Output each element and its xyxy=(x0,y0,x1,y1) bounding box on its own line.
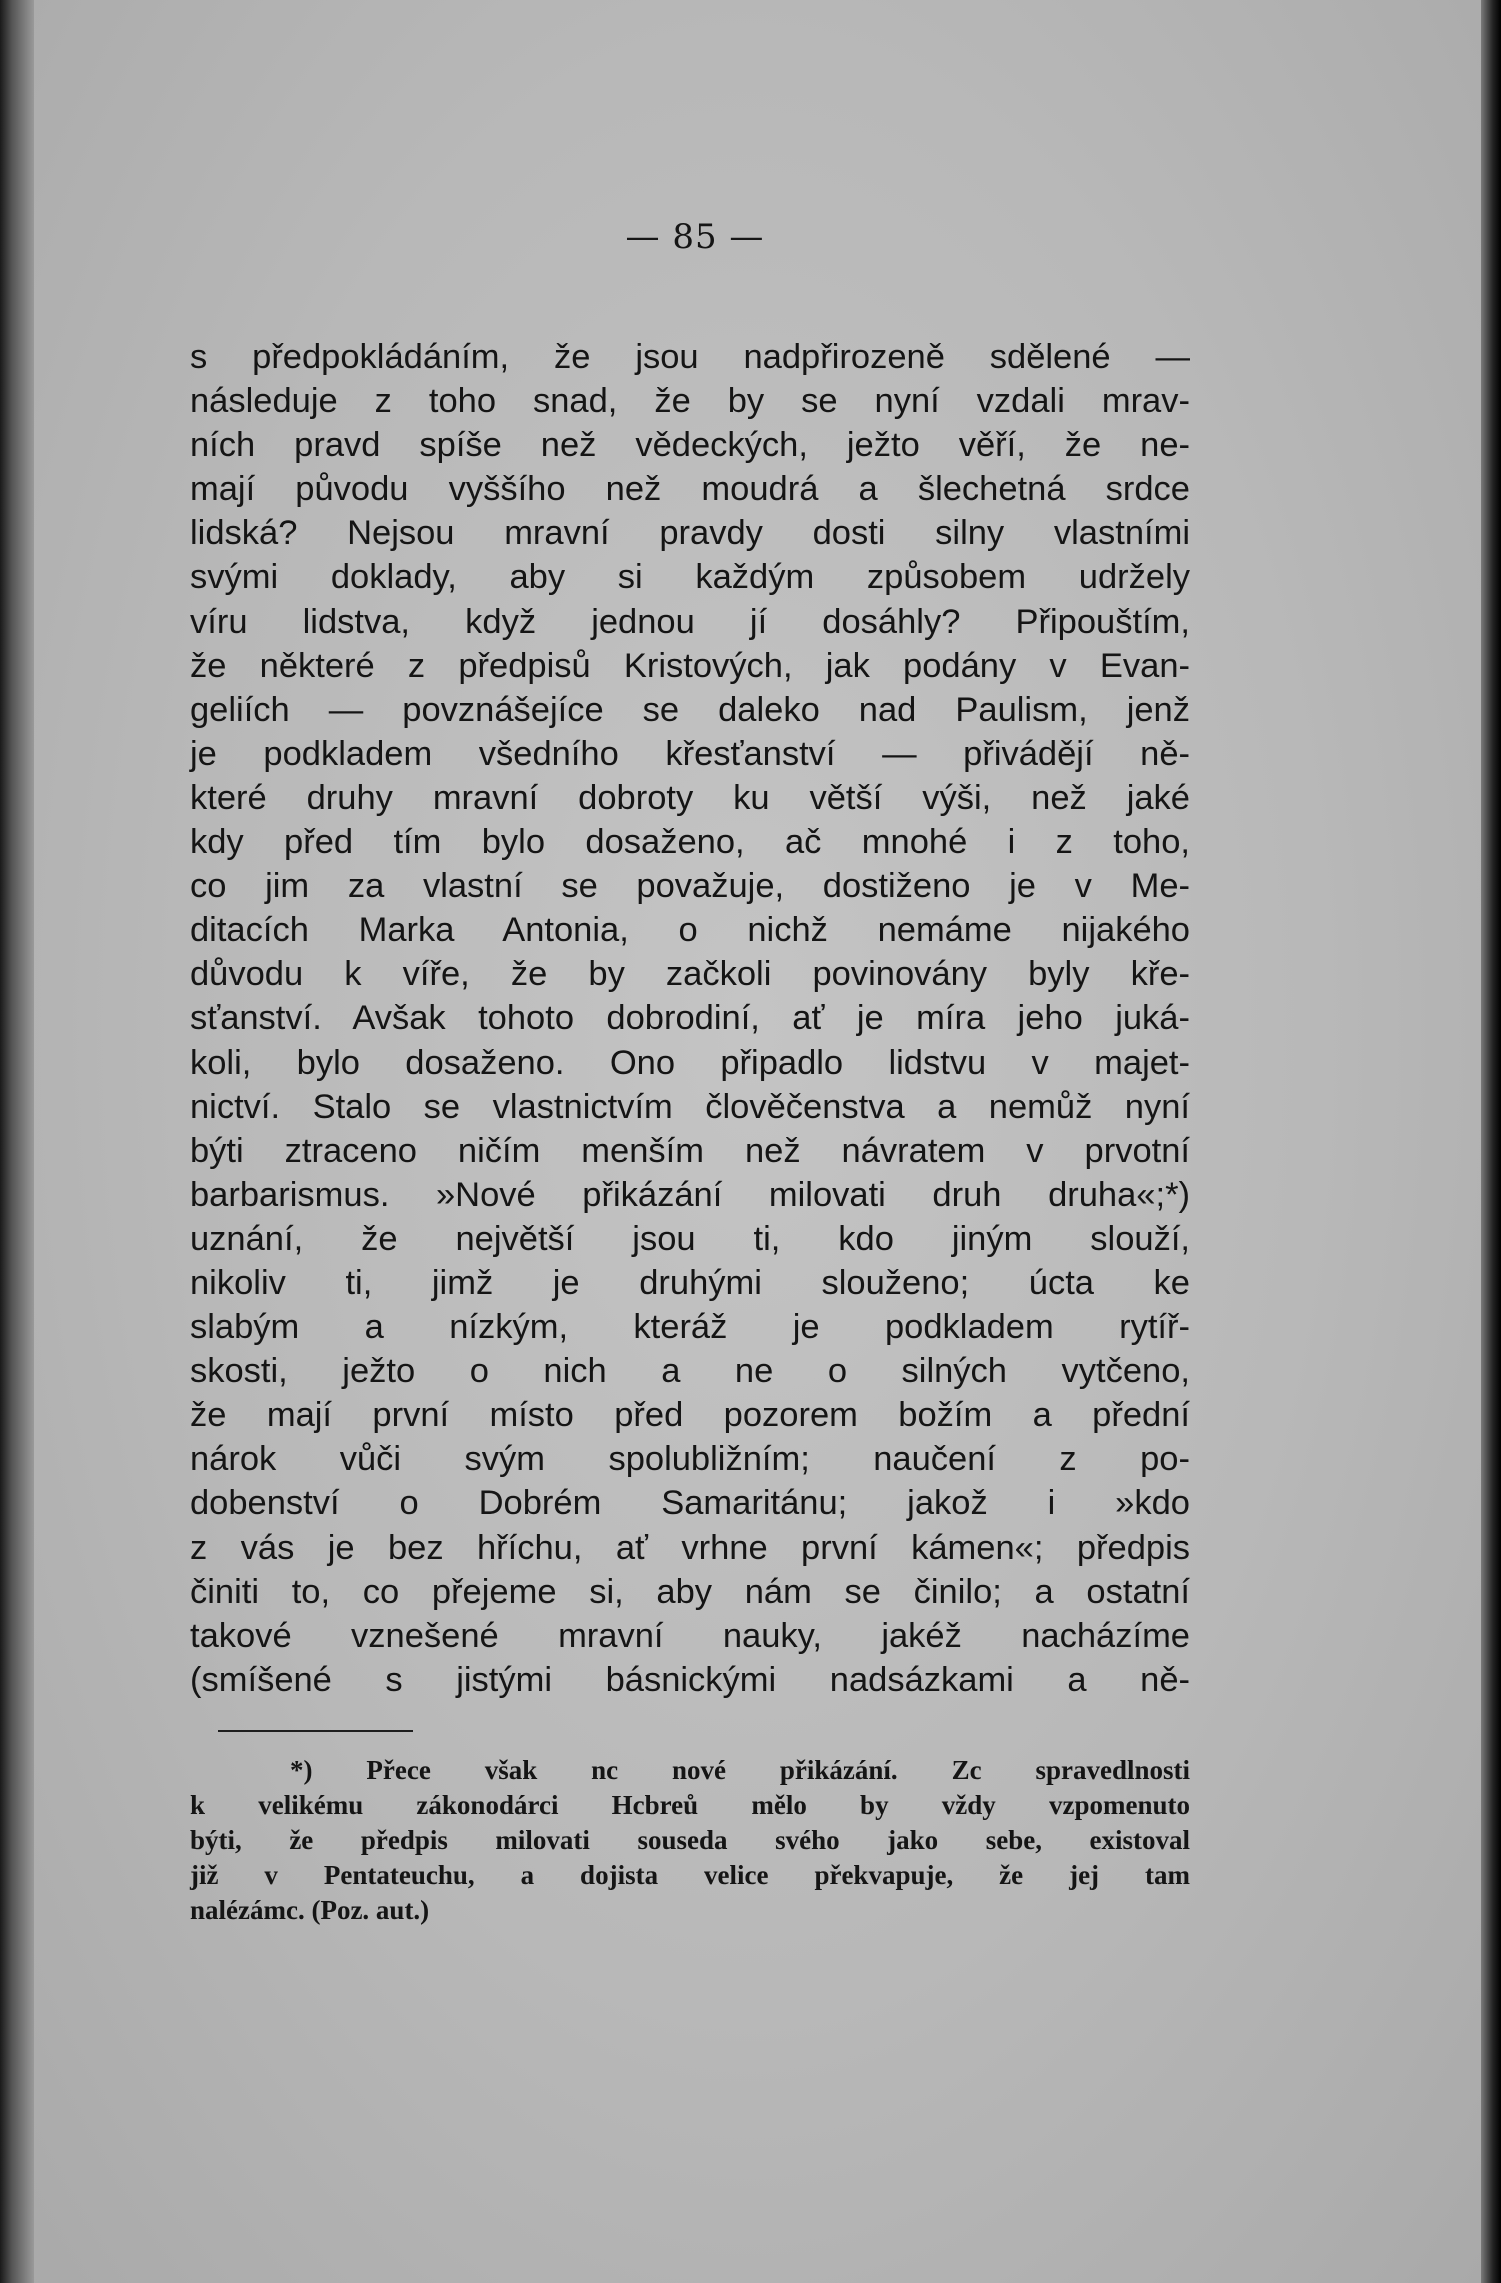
footnote-divider xyxy=(218,1730,413,1732)
footnote xyxy=(190,1753,1190,1928)
body-line: ditacích Marka Antonia, o nichž nemáme nijakého xyxy=(190,911,1190,950)
body-line: lidská? Nejsou mravní pravdy dosti silny vlastními xyxy=(190,514,1190,553)
body-line: býti ztraceno ničím menším než návratem v prvotní xyxy=(190,1131,1190,1170)
body-line: geliích — povznášejíce se daleko nad Paulism, jenž xyxy=(190,690,1190,729)
body-line: barbarismus. »Nové přikázání milovati druh druha«;*) xyxy=(190,1175,1190,1214)
body-line: kdy před tím bylo dosaženo, ač mnohé i z toho, xyxy=(190,823,1190,862)
body-line: že mají první místo před pozorem božím a přední xyxy=(190,1396,1190,1435)
body-line: svými doklady, aby si každým způsobem udržely xyxy=(190,558,1190,597)
body-line: z vás je bez hříchu, ať vrhne první kámen«; předpis xyxy=(190,1528,1190,1567)
body-line: s předpokládáním, že jsou nadpřirozeně sdělené — xyxy=(190,338,1190,376)
body-line: uznání, že největší jsou ti, kdo jiným slouží, xyxy=(190,1219,1190,1258)
body-line: ních pravd spíše než vědeckých, ježto věří, že ne- xyxy=(190,426,1190,465)
footnote-line: k velikému zákonodárci Hcbreů mělo by vždy vzpomenuto xyxy=(190,1790,1190,1820)
body-line: koli, bylo dosaženo. Ono připadlo lidstvu v majet- xyxy=(190,1043,1190,1082)
body-line: je podkladem všedního křesťanství — přivádějí ně- xyxy=(190,734,1190,773)
body-line: které druhy mravní dobroty ku větší výši, než jaké xyxy=(190,778,1190,817)
footnote-line: nalézámc. (Poz. aut.) xyxy=(190,1895,430,1925)
footnote-line: *) Přece však nc nové přikázání. Zc spravedlnosti xyxy=(290,1755,1190,1785)
body-line: že některé z předpisů Kristových, jak podány v Evan- xyxy=(190,646,1190,685)
body-line: dobenství o Dobrém Samaritánu; jakož i »kdo xyxy=(190,1484,1190,1523)
footnote-line: již v Pentateuchu, a dojista velice překvapuje, že jej tam xyxy=(190,1860,1190,1890)
page-number: — 85 — xyxy=(625,217,765,257)
body-line: mají původu vyššího než moudrá a šlechetná srdce xyxy=(190,470,1190,509)
body-line: (smíšené s jistými básnickými nadsázkami a ně- xyxy=(190,1660,1190,1699)
body-line: činiti to, co přejeme si, aby nám se činilo; a ostatní xyxy=(190,1572,1190,1611)
page-edge xyxy=(1481,0,1501,2283)
body-line: víru lidstva, když jednou jí dosáhly? Připouštím, xyxy=(190,602,1190,641)
body-line: následuje z toho snad, že by se nyní vzdali mrav- xyxy=(190,382,1190,421)
body-text xyxy=(190,335,1190,1702)
footnote-line: býti, že předpis milovati souseda svého jako sebe, existoval xyxy=(190,1825,1190,1855)
body-line: slabým a nízkým, kteráž je podkladem rytíř- xyxy=(190,1308,1190,1347)
body-line: nikoliv ti, jimž je druhými slouženo; úcta ke xyxy=(190,1263,1190,1302)
body-line: nictví. Stalo se vlastnictvím člověčenstva a nemůž nyní xyxy=(190,1087,1190,1126)
body-line: důvodu k víře, že by začkoli povinovány byly kře- xyxy=(190,955,1190,994)
binding-shadow xyxy=(0,0,34,2283)
body-line: sťanství. Avšak tohoto dobrodiní, ať je míra jeho juká- xyxy=(190,999,1190,1038)
body-line: takové vznešené mravní nauky, jakéž nacházíme xyxy=(190,1616,1190,1655)
body-line: co jim za vlastní se považuje, dostiženo je v Me- xyxy=(190,867,1190,906)
body-line: nárok vůči svým spolubližním; naučení z po- xyxy=(190,1440,1190,1479)
body-line: skosti, ježto o nich a ne o silných vytčeno, xyxy=(190,1352,1190,1391)
